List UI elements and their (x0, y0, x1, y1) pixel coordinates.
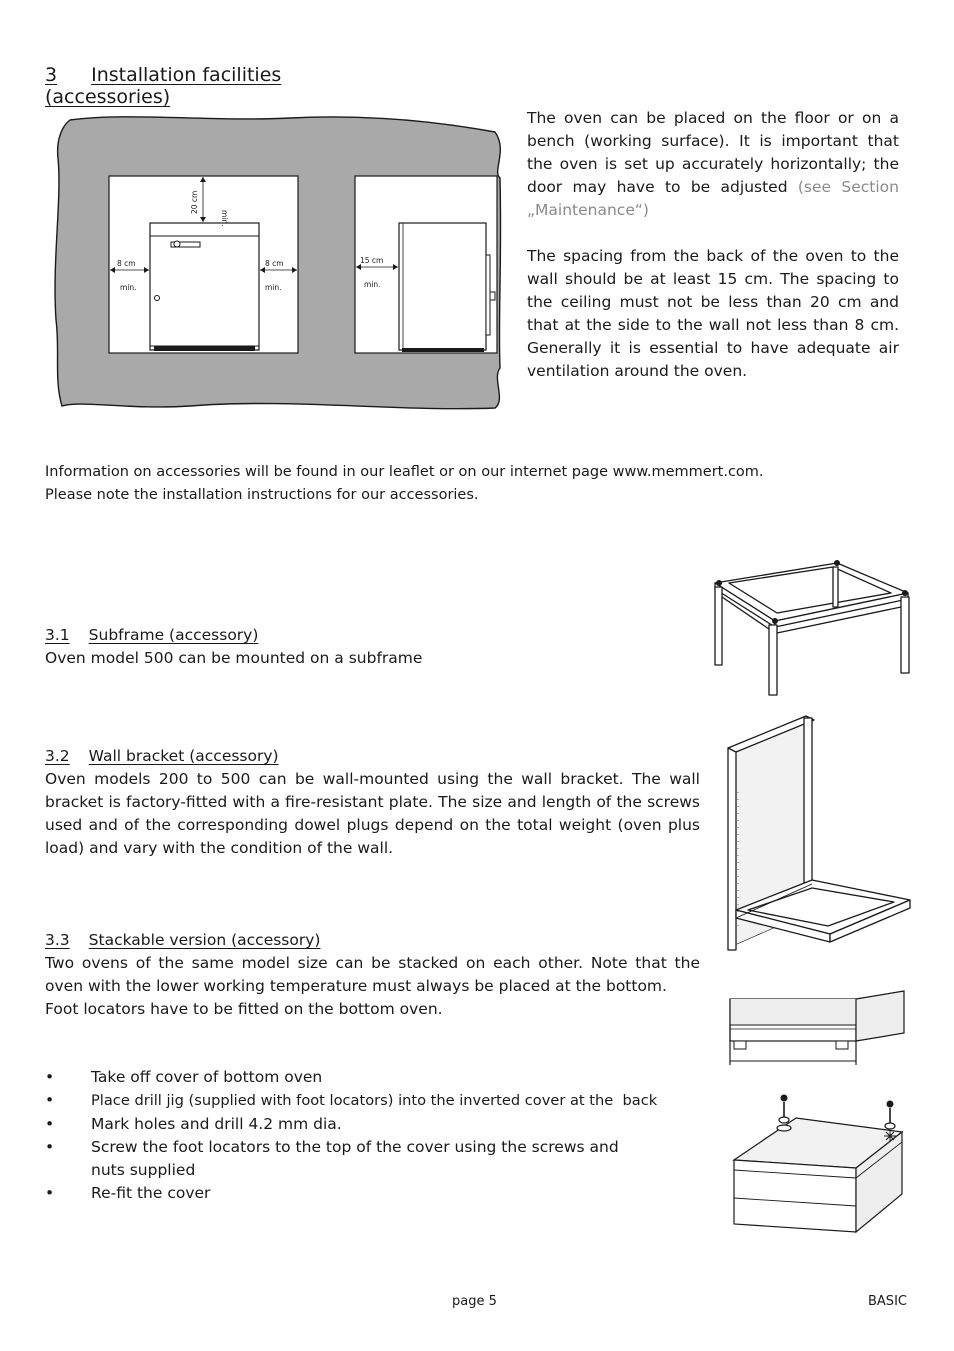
bullet-symbol: • (45, 1114, 55, 1133)
bullet-symbol: • (45, 1137, 55, 1156)
info-line-1: Information on accessories will be found in our leaflet or on our internet page www.memmert.com. (45, 464, 764, 480)
accessories-info (45, 461, 905, 507)
wall-bracket-title: Wall bracket (accessory) (88, 747, 279, 765)
wall-bracket-heading (45, 745, 279, 768)
step-text: Re-fit the cover (91, 1184, 211, 1203)
stackable-number: 3.3 (45, 931, 70, 949)
intro-p1-main: The oven can be placed on the floor or on a bench (working surface). It is important that the oven is set up accurately horizontally; the door may have to be adjusted (527, 109, 899, 196)
bullet-symbol: • (45, 1091, 55, 1110)
oven-front (150, 223, 259, 350)
wall-bracket-section (45, 745, 700, 860)
bullet-symbol: • (45, 1184, 55, 1203)
intro-paragraph-1 (527, 107, 899, 222)
subframe-text: Oven model 500 can be mounted on a subframe (45, 649, 423, 667)
page-number: page 5 (452, 1294, 497, 1309)
step-text: Place drill jig (supplied with foot locators) into the inverted cover at the back (91, 1092, 658, 1110)
info-line-2: Please note the installation instructions for our accessories. (45, 487, 479, 503)
section-number: 3 (45, 64, 58, 86)
list-item-continuation (45, 1159, 705, 1182)
subframe-title: Subframe (accessory) (88, 626, 259, 644)
bullet-symbol: • (45, 1068, 55, 1086)
wall-bracket-illustration (718, 712, 918, 957)
oven-side (399, 223, 486, 350)
stackable-steps (45, 1066, 705, 1206)
model-name: BASIC (868, 1294, 907, 1309)
step-text: nuts supplied (91, 1161, 196, 1180)
maintenance-reference: (see Section „Maintenance“) (527, 178, 899, 219)
label-right-min: min. (265, 283, 282, 292)
section-title: Installation facilities (accessories) (45, 64, 282, 108)
label-left: 8 cm (117, 259, 136, 268)
step-text: Mark holes and drill 4.2 mm dia. (91, 1114, 342, 1133)
list-item (45, 1066, 705, 1089)
stackable-section (45, 929, 700, 1021)
clearance-diagram (40, 110, 510, 415)
list-item (45, 1089, 705, 1112)
wall-bracket-text: Oven models 200 to 500 can be wall-mounted using the wall bracket. The wall bracket is factory-fitted with a fire-resistant plate. The size and length of the screws used and of the corresponding dowel plugs depend on the total weight (oven plus load) and vary with the condition of the wall. (45, 770, 700, 857)
section-heading (45, 64, 405, 108)
label-back: 15 cm (360, 256, 384, 265)
foot-locator-illustration (726, 1090, 911, 1235)
step-text: Take off cover of bottom oven (91, 1068, 323, 1086)
label-back-min: min. (364, 280, 381, 289)
label-ceiling-min: min. (220, 210, 229, 227)
list-item (45, 1136, 705, 1159)
subframe-section (45, 624, 700, 670)
subframe-heading (45, 624, 258, 647)
intro-text (527, 107, 899, 383)
wall-bracket-number: 3.2 (45, 747, 70, 765)
stackable-text-2: Foot locators have to be fitted on the bottom oven. (45, 1000, 443, 1018)
stacked-oven-illustration (726, 985, 911, 1065)
stackable-title: Stackable version (accessory) (88, 931, 321, 949)
intro-paragraph-2: The spacing from the back of the oven to the wall should be at least 15 cm. The spacing to the ceiling must not be less than 20 cm and that at the side to the wall not less than 8 cm. Generally it is essential to have adequate air ventilation around the oven. (527, 247, 899, 380)
subframe-number: 3.1 (45, 626, 70, 644)
stackable-text: Two ovens of the same model size can be stacked on each other. Note that the oven with the lower working temperature must always be placed at the bottom. (45, 954, 700, 995)
list-item (45, 1182, 705, 1205)
stackable-heading (45, 929, 320, 952)
label-right: 8 cm (265, 259, 284, 268)
label-left-min: min. (120, 283, 137, 292)
step-text: Screw the foot locators to the top of the cover using the screws and (91, 1137, 619, 1156)
list-item (45, 1113, 705, 1136)
subframe-illustration (705, 555, 915, 700)
label-ceiling: 20 cm (190, 190, 199, 214)
